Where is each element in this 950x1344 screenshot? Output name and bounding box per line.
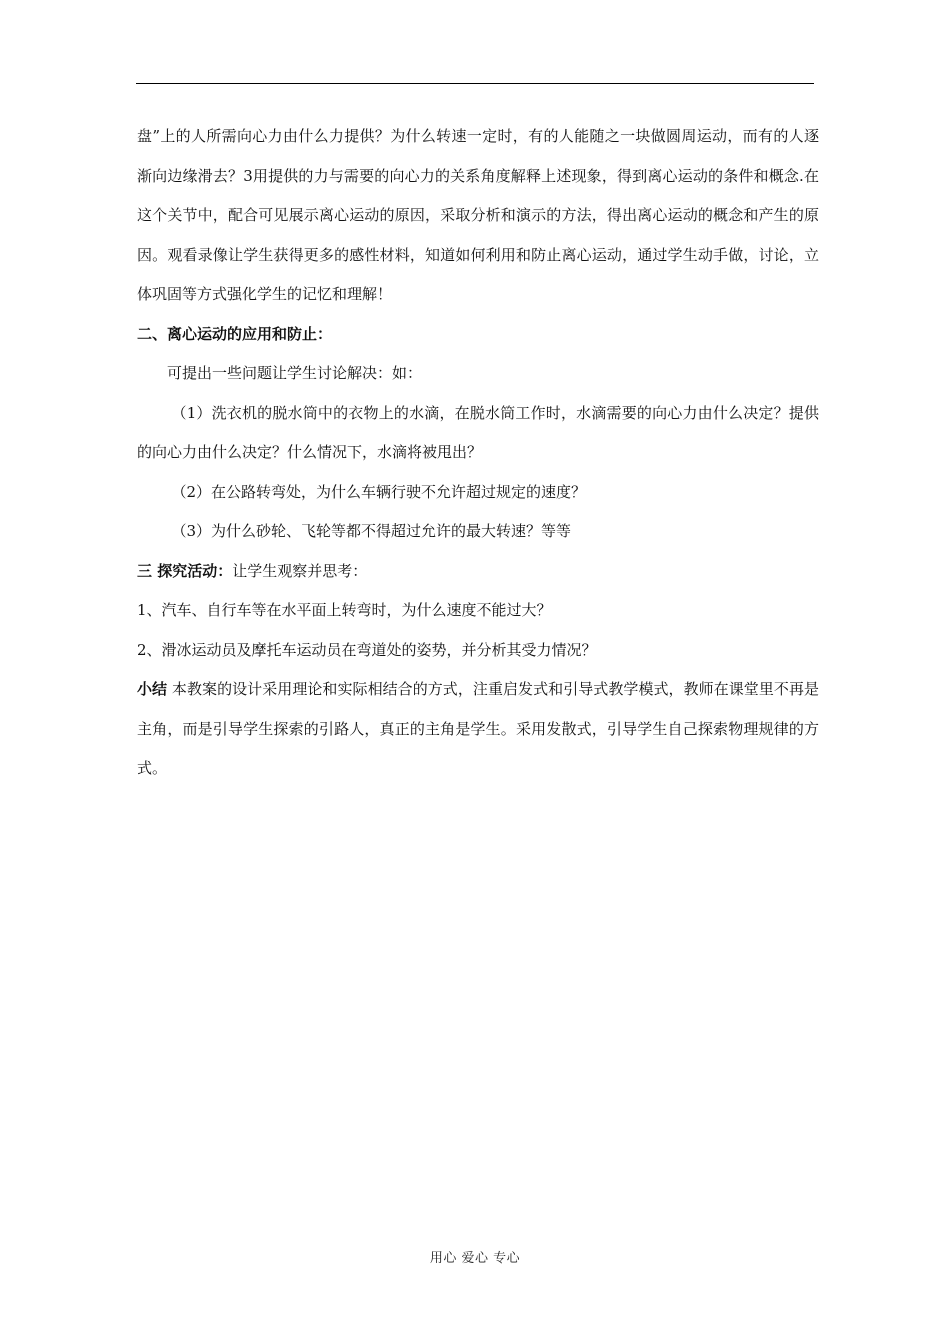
list-item-2: 2、滑冰运动员及摩托车运动员在弯道处的姿势，并分析其受力情况？	[137, 640, 597, 659]
list-item-1: 1、汽车、自行车等在水平面上转弯时，为什么速度不能过大？	[137, 601, 552, 619]
section-heading-application: 二、离心运动的应用和防止：	[137, 324, 333, 343]
section-intro: 可提出一些问题让学生讨论解决：如：	[167, 364, 423, 382]
paragraph-continuation: 盘”上的人所需向心力由什么力提供？为什么转速一定时，有的人能随之一块做圆周运动，而有的人逐渐向边缘滑去？3用提供的力与需要的向心力的关系角度解释上述现象，得到离心运动的条件和概念.在这个关节中，配合可见展示离心运动的原因，采取分析和演示的方法，得出离心运动的概念和产生的原因。观看录像让学生获得更多的感性材料，知道如何利用和防止离心运动，通过学生动手做，讨论，立体巩固等方式强化学生的记忆和理解！	[137, 127, 819, 303]
document-body	[137, 117, 819, 789]
question-1: （1）洗衣机的脱水筒中的衣物上的水滴，在脱水筒工作时，水滴需要的向心力由什么决定？提供的向心力由什么决定？什么情况下，水滴将被甩出？	[137, 403, 819, 461]
section-inquiry-text: 让学生观察并思考：	[232, 561, 368, 580]
section-inquiry	[137, 552, 819, 592]
summary-label: 小结	[137, 680, 168, 698]
header-rule	[136, 83, 814, 84]
question-2: （2）在公路转弯处，为什么车辆行驶不允许超过规定的速度？	[171, 482, 587, 501]
section-heading-inquiry: 三 探究活动：	[137, 561, 233, 580]
summary-text: 本教案的设计采用理论和实际相结合的方式，注重启发式和引导式教学模式，教师在课堂里不再是主角，而是引导学生探索的引路人，真正的主角是学生。采用发散式，引导学生自己探索物理规律的方式。	[137, 680, 819, 777]
question-3: （3）为什么砂轮、飞轮等都不得超过允许的最大转速？等等	[171, 522, 572, 540]
page-footer: 用心 爱心 专心	[429, 1251, 521, 1266]
summary-paragraph	[137, 670, 819, 789]
